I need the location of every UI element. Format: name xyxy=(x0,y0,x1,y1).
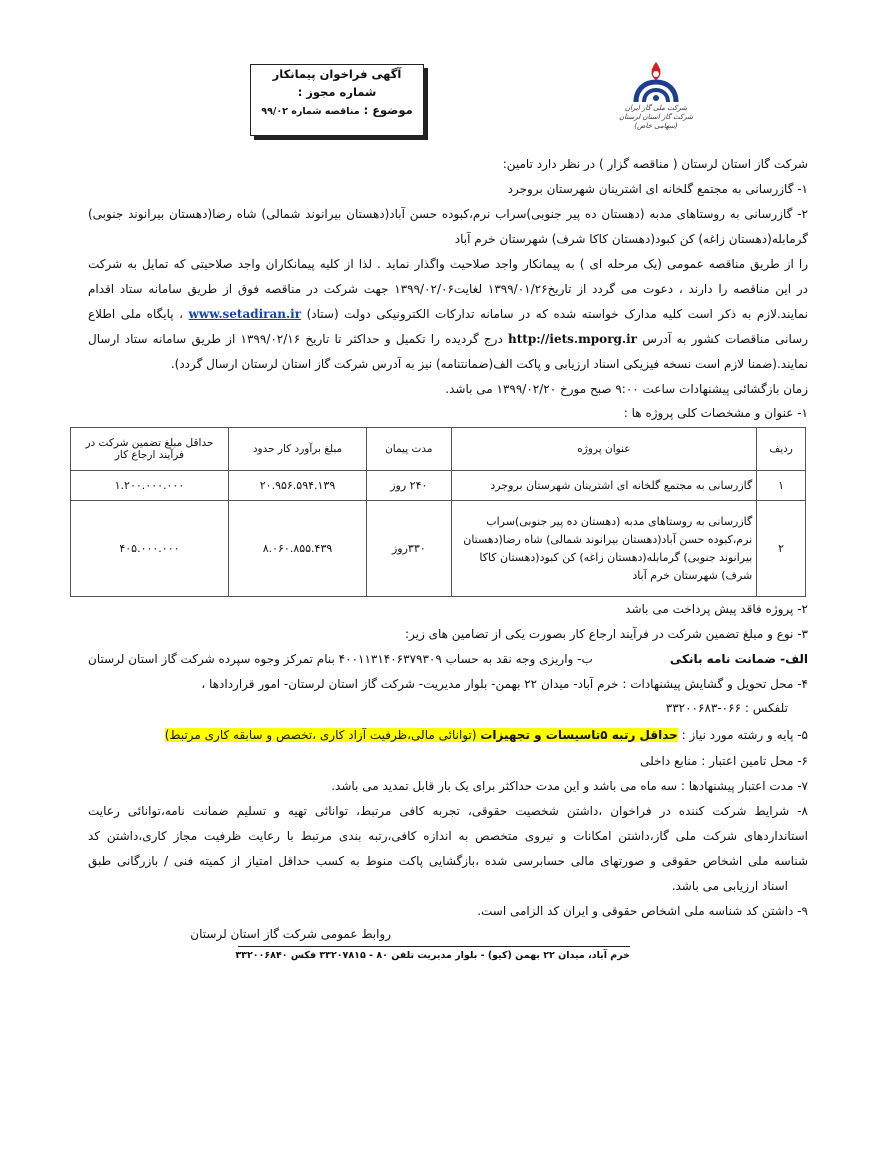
subject-label: موضوع : xyxy=(363,103,413,117)
intro-line-10: زمان بازگشائی پیشنهادات ساعت ۹:۰۰ صبح مورخ ۱۳۹۹/۰۲/۲۰ می باشد. xyxy=(445,382,808,396)
item-9: ۹- داشتن کد شناسه ملی اشخاص حقوقی و ایران کد الزامی است. xyxy=(477,904,808,918)
col-header-guarantee: حداقل مبلغ تضمین شرکت در فرآیند ارجاع کار xyxy=(71,428,229,471)
col-header-row-number: ردیف xyxy=(757,428,806,471)
notice-subject xyxy=(251,101,423,121)
iets-url[interactable]: http://iets.mporg.ir xyxy=(508,332,637,346)
item-8-line-3: شناسه ملی اشخاص حقوقی و صورتهای مالی حسابرسی شده ،بازگشایی پاکت منوط به کسب حداقل امتیاز از کمیته فنی / بازرگانی طبق xyxy=(88,854,808,868)
table-row xyxy=(71,501,806,597)
item-5-grade: حداقل رتبه ۵تاسیسات و تجهیزات xyxy=(480,728,678,742)
cell-guarantee: ۱.۲۰۰.۰۰۰.۰۰۰ xyxy=(71,471,229,501)
cell-project-title: گازرسانی به روستاهای مدبه (دهستان ده پیر جنوبی)سراب نرم،کبوده حسن آباد(دهستان بیرانوند شمالی) شاه رضا(دهستان بیرانوند جنوبی) گرمابله(دهستان زاغه) کن کبود(دهستان کاکا شرف) شهرستان خرم آباد xyxy=(451,501,757,597)
intro-line-7 xyxy=(88,305,808,324)
intro-item-2-cont: گرمابله(دهستان زاغه) کن کبود(دهستان کاکا شرف) شهرستان خرم آباد xyxy=(454,232,808,246)
cell-row-number: ۲ xyxy=(757,501,806,597)
item-5-label: ۵- پایه و رشته مورد نیاز : xyxy=(681,728,808,742)
notice-title: آگهی فراخوان پیمانکار xyxy=(272,67,402,81)
intro-line-9: نمایند.(ضمنا لازم است نسخه فیزیکی اسناد ارزیابی و پاکت الف(ضمانتنامه) نیز به آدرس شرکت گاز استان لرستان ارسال گردد). xyxy=(170,357,808,371)
intro-line-8a: رسانی مناقصات کشور به آدرس xyxy=(642,332,808,346)
intro-line-5: را از طریق مناقصه عمومی (یک مرحله ای ) به پیمانکار واجد صلاحیت واگذار نماید . لذا از کلیه پیمانکاران واجد صلاحیتی که تمایل به شرکت xyxy=(88,257,808,271)
item-4-telfax: تلفکس : ۰۶۶-۳۳۲۰۰۶۸۳ xyxy=(665,701,788,715)
cell-row-number: ۱ xyxy=(757,471,806,501)
signature: روابط عمومی شرکت گاز استان لرستان xyxy=(190,927,391,941)
item-4: ۴- محل تحویل و گشایش پیشنهادات : خرم آباد- میدان ۲۲ بهمن- بلوار مدیریت- شرکت گاز استان لرستان- امور قراردادها ، xyxy=(201,677,808,691)
notice-title-box xyxy=(250,64,424,136)
cell-duration: ۲۴۰ روز xyxy=(367,471,451,501)
intro-line-8b: درج گردیده را تکمیل و حداکثر تا تاریخ ۱۳۹۹/۰۲/۱۶ از طریق سامانه ستاد ارسال xyxy=(88,332,503,346)
cell-estimate: ۲۰.۹۵۶.۵۹۴.۱۳۹ xyxy=(228,471,366,501)
table-header-row xyxy=(71,428,806,471)
item-8-line-2: استانداردهای شرکت ملی گاز،داشتن امکانات و نیروی متخصص به اندازه کافی،رتبه بندی مرتبط با رعایت ظرفیت مجاز کاری،داشتن کد xyxy=(88,829,808,843)
intro-line-1: شرکت گاز استان لرستان ( مناقصه گزار ) در نظر دارد تامین: xyxy=(502,157,808,171)
cell-estimate: ۸.۰۶۰.۸۵۵.۴۳۹ xyxy=(228,501,366,597)
intro-line-7a: نمایند.لازم به ذکر است کلیه مدارک خواسته شده که در سامانه تدارکات الکترونیکی دولت (ستاد) xyxy=(306,307,808,321)
item-3-option-a: الف- ضمانت نامه بانکی xyxy=(669,652,808,666)
logo-caption-line2: شرکت گاز استان لرستان (سهامی خاص) xyxy=(619,113,693,130)
table-row xyxy=(71,471,806,501)
item-7: ۷- مدت اعتبار پیشنهادها : سه ماه می باشد و این مدت حداکثر برای یک بار قابل تمدید می باشد. xyxy=(331,779,808,793)
item-8-line-4: اسناد ارزیابی می باشد. xyxy=(671,879,788,893)
item-2: ۲- پروژه فاقد پیش پرداخت می باشد xyxy=(625,602,808,616)
intro-item-2: ۲- گازرسانی به روستاهای مدبه (دهستان ده پیر جنوبی)سراب نرم،کبوده حسن آباد(دهستان بیرانوند شمالی) شاه رضا(دهستان بیرانوند جنوبی) xyxy=(88,207,808,221)
item-8-line-1: ۸- شرایط شرکت کننده در فراخوان ،داشتن شخصیت حقوقی، تجربه کافی مرتبط، توانائی تهیه و تسلیم ضمانت نامه،توانائی رعایت xyxy=(88,804,808,818)
col-header-estimate: مبلغ برآورد کار حدود xyxy=(228,428,366,471)
item-5-details: (توانائی مالی،ظرفیت آزاد کاری ،تخصص و سابقه کاری مرتبط) xyxy=(164,728,477,742)
item-6: ۶- محل تامین اعتبار : منابع داخلی xyxy=(640,754,808,768)
logo-caption-line1: شرکت ملی گاز ایران xyxy=(624,104,688,112)
col-header-duration: مدت پیمان xyxy=(367,428,451,471)
setadiran-link[interactable]: www.setadiran.ir xyxy=(188,307,302,321)
cell-project-title: گازرسانی به مجتمع گلخانه ای اشترینان شهرستان بروجرد xyxy=(451,471,757,501)
footer-divider xyxy=(238,946,630,947)
col-header-project-title: عنوان پروژه xyxy=(451,428,757,471)
logo-caption xyxy=(610,104,702,131)
permit-number: شماره مجوز : xyxy=(297,85,377,99)
item-5 xyxy=(88,726,808,745)
cell-guarantee: ۴۰۵.۰۰۰.۰۰۰ xyxy=(71,501,229,597)
projects-table xyxy=(70,427,806,597)
intro-item-1: ۱- گازرسانی به مجتمع گلخانه ای اشترینان شهرستان بروجرد xyxy=(507,182,808,196)
item-5-requirement xyxy=(165,728,678,742)
item-3-option-b: ب- واریزی وجه نقد به حساب ۴۰۰۱۱۳۱۴۰۶۳۷۹۳۰۹ بنام تمرکز وجوه سپرده شرکت گاز استان لرستان xyxy=(88,652,593,666)
intro-line-7b: ، پایگاه ملی اطلاع xyxy=(88,307,183,321)
intro-line-8 xyxy=(88,330,808,349)
item-3: ۳- نوع و مبلغ تضمین شرکت در فرآیند ارجاع کار بصورت یکی از تضامین های زیر: xyxy=(404,627,808,641)
section-1-heading: ۱- عنوان و مشخصات کلی پروژه ها : xyxy=(623,406,808,420)
footer-address: خرم آباد، میدان ۲۲ بهمن (کیو) - بلوار مدیریت تلفن ۸۰ - ۳۳۲۰۷۸۱۵ فکس ۳۳۲۰۰۶۸۴۰ xyxy=(235,950,630,961)
subject-value: مناقصه شماره ۹۹/۰۲ xyxy=(261,106,360,117)
item-3-options xyxy=(88,650,808,669)
cell-duration: ۳۳۰روز xyxy=(367,501,451,597)
intro-line-6: در این مناقصه را دارند ، دعوت می گردد از تاریخ۱۳۹۹/۰۱/۲۶ لغایت۱۳۹۹/۰۲/۰۶ جهت شرکت در مناقصه فوق از طریق سامانه ستاد اقدام xyxy=(88,282,808,296)
